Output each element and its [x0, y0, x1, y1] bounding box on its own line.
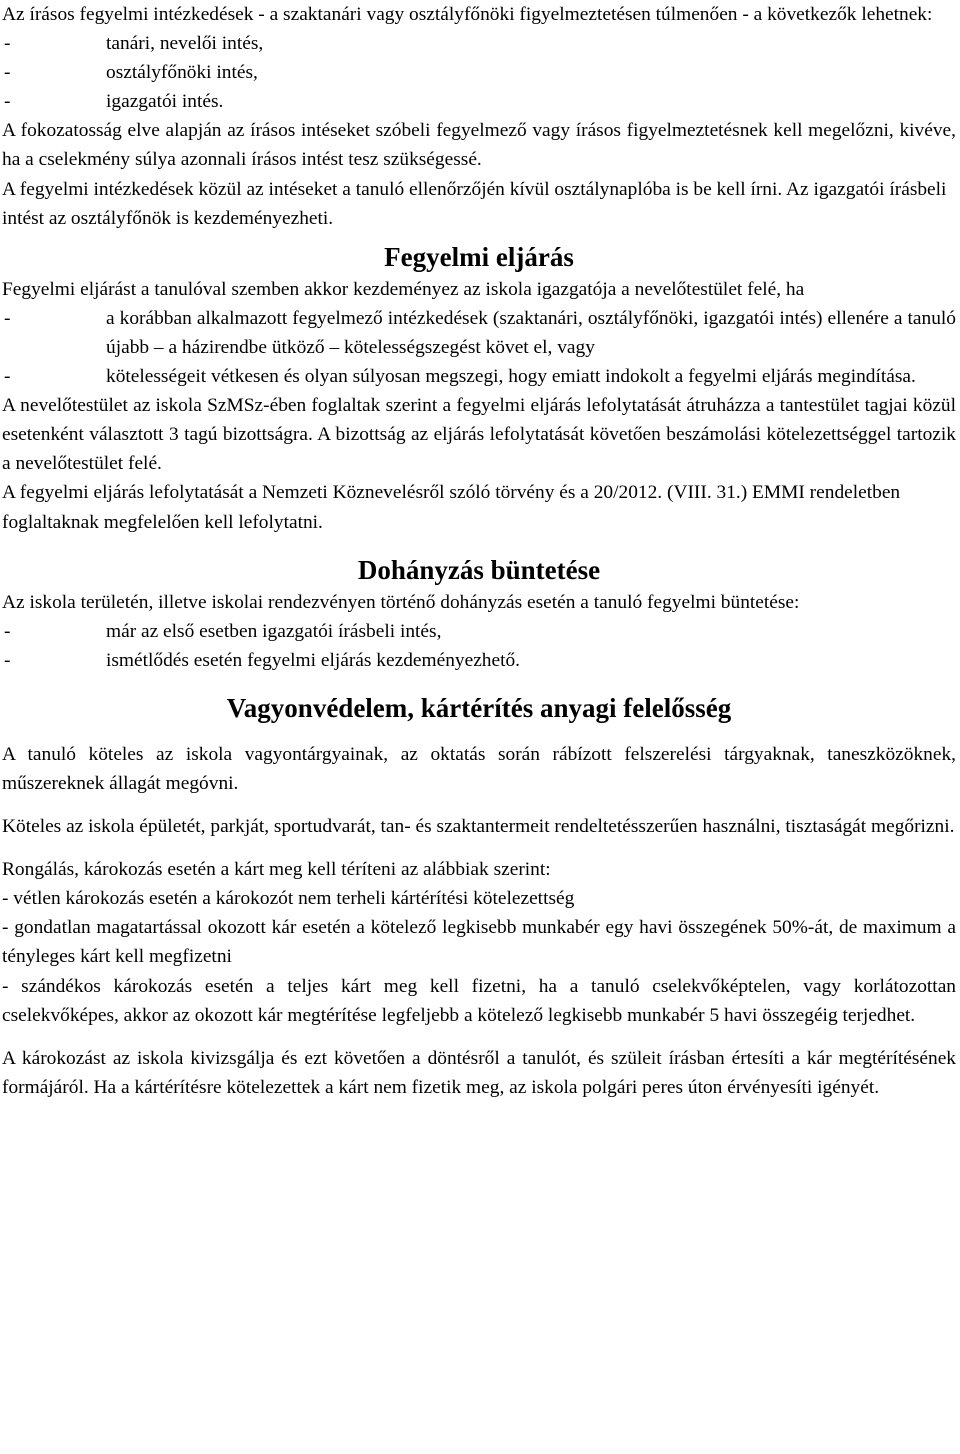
- vagyon-paragraph-1: A tanuló köteles az iskola vagyontárgyainak, az oktatás során rábízott felszerelési tárgyaknak, taneszközöknek, műszereknek állagát megóvni.: [2, 743, 956, 794]
- legal-basis-paragraph: A fegyelmi eljárás lefolytatását a Nemzeti Köznevelésről szóló törvény és a 20/2012. (VIII. 31.) EMMI rendeletben foglaltaknak megfelelően kell lefolytatni.: [2, 482, 901, 533]
- fegyelmi-paragraph: Fegyelmi eljárást a tanulóval szemben akkor kezdeményez az iskola igazgatója a nevelőtestület felé, ha: [2, 278, 805, 300]
- fegyelmi-list: [2, 304, 956, 391]
- list-item: - igazgatói intés.: [4, 91, 224, 113]
- list-item: - már az első esetben igazgatói írásbeli intés,: [4, 620, 442, 642]
- intro-list: [2, 29, 956, 116]
- dohanyzas-paragraph: Az iskola területén, illetve iskolai rendezvényen történő dohányzás esetén a tanuló fegyelmi büntetése:: [2, 591, 800, 613]
- list-item: - a korábban alkalmazott fegyelmező intézkedések (szaktanári, osztályfőnöki, igazgatói intés) ellenére a tanuló újabb – a házirendbe ütköző – kötelességszegést követ el, vagy: [4, 307, 956, 358]
- damage-intro: Rongálás, károkozás esetén a kárt meg kell téríteni az alábbiak szerint:: [2, 859, 551, 881]
- list-item: - ismétlődés esetén fegyelmi eljárás kezdeményezhető.: [4, 649, 521, 671]
- dohanyzas-list: [2, 617, 956, 675]
- heading-dohanyzas: Dohányzás büntetése: [357, 554, 601, 585]
- list-item: - osztályfőnöki intés,: [4, 62, 258, 84]
- damage-item: - szándékos károkozás esetén a teljes kárt meg kell fizetni, ha a tanuló cselekvőképtelen, vagy korlátozottan cselekvőképes, akkor az okozott kár megtérítése legfeljebb a kötelező legkisebb munkabér 5 havi összegéig terjedhet.: [2, 975, 956, 1026]
- list-item: - kötelességeit vétkesen és olyan súlyosan megszegi, hogy emiatt indokolt a fegyelmi eljárás megindítása.: [4, 366, 916, 388]
- heading-fegyelmi-eljaras: Fegyelmi eljárás: [384, 241, 574, 272]
- damage-item: - vétlen károkozás esetén a károkozót nem terheli kártérítési kötelezettség: [2, 888, 575, 910]
- list-item: - tanári, nevelői intés,: [4, 33, 264, 55]
- delegation-paragraph: A nevelőtestület az iskola SzMSz-ében foglaltak szerint a fegyelmi eljárás lefolytatását átruházza a tantestület tagjai közül esetenként választott 3 tagú bizottságra. A bizottság az eljárás lefolytatását követően beszámolási kötelezettséggel tartozik a nevelőtestület felé.: [2, 395, 956, 475]
- heading-vagyonvedelem: Vagyonvédelem, kártérítés anyagi felelősség: [226, 692, 732, 723]
- vagyon-paragraph-2: Köteles az iskola épületét, parkját, sportudvarát, tan- és szaktantermeit rendeltetésszerűen használni, tisztaságát megőrizni.: [2, 816, 955, 838]
- intro-paragraph: Az írásos fegyelmi intézkedések - a szaktanári vagy osztályfőnöki figyelmeztetésen túlmenően - a következők lehetnek:: [2, 4, 933, 25]
- gradation-paragraph: A fokozatosság elve alapján az írásos intéseket szóbeli fegyelmező vagy írásos figyelmeztetésnek kell megelőzni, kivéve, ha a cselekmény súlya azonnali írásos intést tesz szükségessé.: [2, 120, 956, 171]
- notation-paragraph: A fegyelmi intézkedések közül az intéseket a tanuló ellenőrzőjén kívül osztálynaplóba is be kell írni. Az igazgatói írásbeli intést az osztályfőnök is kezdeményezheti.: [2, 178, 947, 229]
- damage-item: - gondatlan magatartással okozott kár esetén a kötelező legkisebb munkabér egy havi összegének 50%-át, de maximum a tényleges kárt kell megfizetni: [2, 917, 956, 968]
- investigation-paragraph: A károkozást az iskola kivizsgálja és ezt követően a döntésről a tanulót, és szüleit írásban értesíti a kár megtérítésének formájáról. Ha a kártérítésre kötelezettek a kárt nem fizetik meg, az iskola polgári peres úton érvényesíti igényét.: [2, 1047, 956, 1098]
